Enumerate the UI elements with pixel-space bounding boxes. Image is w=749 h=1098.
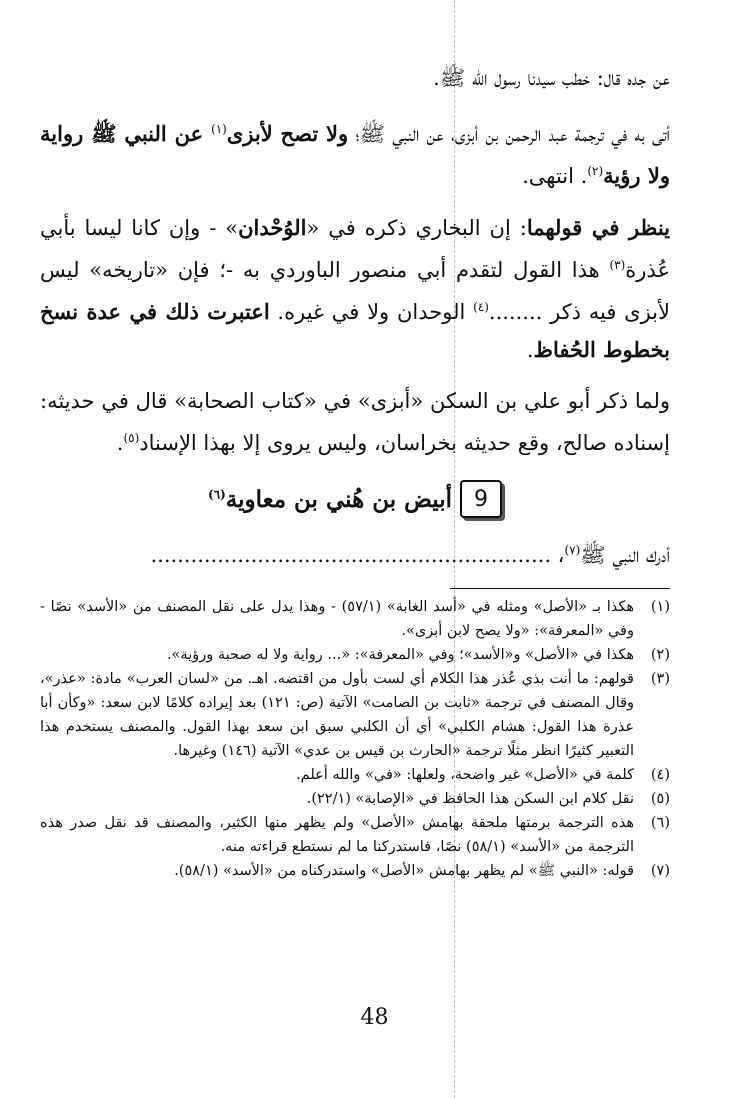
footnote-item xyxy=(40,763,670,787)
footnote-number: (١) xyxy=(650,599,670,615)
page-body xyxy=(40,60,670,883)
footnote-text: هكذا بـ «الأصل» ومثله في «أسد الغابة» (٥٧/١) - وهذا يدل على نقل المصنف من «الأسد» نصًا - وفي «المعرفة»: «ولا يصح لابن أبزى». xyxy=(40,599,634,639)
footnote-text: كلمة في «الأصل» غير واضحة، ولعلها: «في» والله أعلم. xyxy=(296,767,634,783)
paragraph-3-text-3: هذا القول لتقدم أبي منصور الباوردي به -؛ فإن «تاريخه» ليس لأبزى فيه ذكر ........ xyxy=(40,258,671,324)
footnote-item xyxy=(40,859,670,883)
footnote-ref-3: (٣) xyxy=(609,258,626,272)
paragraph-4-text: ولما ذكر أبو علي بن السكن «أبزى» في «كتاب الصحابة» قال في حديثه: إسناده صالح، وقع حديثه بخراسان، وليس يروى إلا بهذا الإسناد xyxy=(40,389,670,455)
paragraph-5 xyxy=(40,532,670,574)
footnote-number: (٤) xyxy=(650,767,670,783)
paragraph-2-end: . انتهى. xyxy=(522,164,588,188)
paragraph-5-text: أدرك النبي ﷺ xyxy=(580,543,670,567)
paragraph-5-dots: ، ............................................................ xyxy=(150,543,565,567)
footnote-number: (٧) xyxy=(650,863,670,879)
paragraph-2-bold-1: ولا تصح لأبزى xyxy=(226,121,349,146)
footnote-text: هذه الترجمة برمتها ملحقة بهامش «الأصل» ولم يظهر منها الكثير، والمصنف قد نقل صدر هذه الترجمة من «الأسد» (٥٨/١) نصًا، فاستدركنا ما لم نستطع قراءته منه. xyxy=(40,815,634,855)
paragraph-1 xyxy=(40,60,670,97)
footnote-number: (٣) xyxy=(650,671,670,687)
paragraph-4-end: . xyxy=(116,431,124,455)
entry-heading xyxy=(40,480,670,518)
footnote-divider xyxy=(450,588,670,589)
entry-number: 9 xyxy=(474,486,489,512)
page-number: 48 xyxy=(360,1005,389,1030)
paragraph-3-bold-2: الوُحْدان xyxy=(238,215,307,240)
footnote-text: هكذا في «الأصل» و«الأسد»؛ وفي «المعرفة»: «... رواية ولا له صحبة ورؤية». xyxy=(166,647,634,663)
paragraph-3-bold-1: ينظر في قولهما xyxy=(526,215,670,240)
footnote-ref-5: (٥) xyxy=(123,431,140,445)
paragraph-1-text: عن جده قال: خطب سيدنا رسول الله ﷺ. xyxy=(433,66,670,90)
footnote-ref-7: (٧) xyxy=(564,543,581,557)
paragraph-3-text-1: : إن البخاري ذكره في « xyxy=(306,216,527,240)
footnote-ref-1: (١) xyxy=(211,122,227,136)
entry-number-box xyxy=(460,480,502,518)
footnote-item xyxy=(40,643,670,667)
paragraph-3-bold-3: اعتبرت ذلك في عدة نسخ بخطوط الحُفاظ xyxy=(40,299,670,362)
footnote-number: (٦) xyxy=(650,815,670,831)
footnote-ref-4: (٤) xyxy=(473,300,489,314)
paragraph-2 xyxy=(40,111,670,195)
footnote-ref-6: (٦) xyxy=(207,486,226,501)
paragraph-3-text-2: » - وإن كانا ليسا بأبي عُذرة xyxy=(40,216,670,282)
footnote-text: قولهم: ما أنت بذي عُذر هذا الكلام أي لست بأول من اقتضه. اهـ. من «لسان العرب» مادة: «عذر»، وقال المصنف في ترجمة «ثابت بن الصامت» الآتية (ص: ١٢١) بعد إيراده كلامًا لابن سعد: «وكأن أبا عذرة هذا القول: هشام الكلبي» أي أن الكلبي سبق ابن سعد بهذا القول. والمصنف يستخدم هذا التعبير كثيرًا انظر مثلًا ترجمة «الحارث بن قيس بن عدي» الآتية (١٤٦) وغيرها. xyxy=(40,671,635,759)
footnote-text: نقل كلام ابن السكن هذا الحافظ في «الإصابة» (٢٢/١). xyxy=(306,791,634,807)
paragraph-3-end: . xyxy=(526,338,534,362)
paragraph-3-text-4: الوحدان ولا في غيره. xyxy=(269,300,474,324)
paragraph-2-bold-2: عن النبي ﷺ رواية ولا رؤية xyxy=(40,121,670,188)
entry-title xyxy=(208,486,452,513)
footnote-item xyxy=(40,595,670,643)
footnote-number: (٢) xyxy=(650,647,670,663)
footnote-item xyxy=(40,787,670,811)
footnote-ref-2: (٢) xyxy=(587,164,604,178)
footnote-item xyxy=(40,667,670,763)
footnote-text: قوله: «النبي ﷺ» لم يظهر بهامش «الأصل» واستدركناه من «الأسد» (٥٨/١). xyxy=(174,863,634,879)
paragraph-4 xyxy=(40,383,670,462)
entry-title-text: أبيض بن هُني بن معاوية xyxy=(225,485,453,513)
footnote-item xyxy=(40,811,670,859)
paragraph-2-text: أتى به في ترجمة عبد الرحمن بن أبزى، عن النبي ﷺ؛ xyxy=(348,122,670,146)
footnote-number: (٥) xyxy=(650,791,670,807)
footnotes xyxy=(40,595,670,883)
paragraph-3 xyxy=(40,209,670,369)
